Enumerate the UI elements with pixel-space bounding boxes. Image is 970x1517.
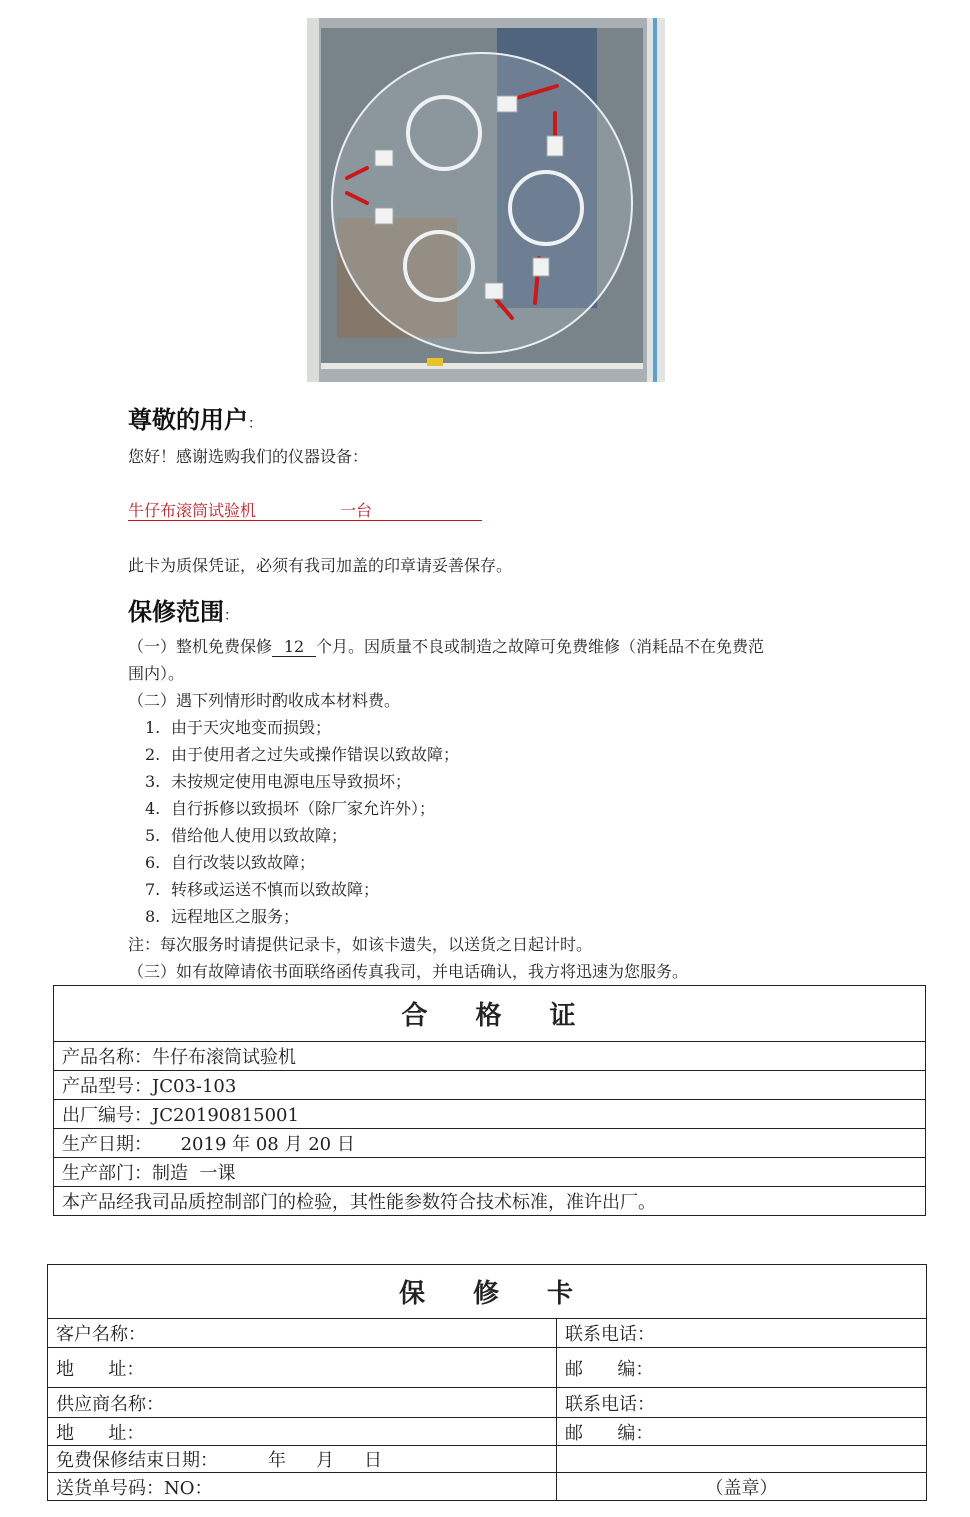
list-item: 4. 自行拆修以致损坏（除厂家允许外）； bbox=[145, 799, 436, 818]
list-item: 2. 由于使用者之过失或操作错误以致故障； bbox=[145, 745, 460, 764]
cert-department: 生产部门：制造 一课 bbox=[54, 1158, 926, 1187]
greeting-hello: 您好！感谢选购我们的仪器设备： bbox=[128, 447, 369, 466]
cert-product-model: 产品型号：JC03-103 bbox=[54, 1071, 926, 1100]
stamp-cell bbox=[557, 1473, 927, 1501]
contact-phone-field-1[interactable]: 联系电话： bbox=[557, 1319, 927, 1348]
scope-item-2: （二）遇下列情形时酌收成本材料费。 bbox=[128, 691, 401, 710]
postcode-field-1[interactable]: 邮 编： bbox=[557, 1348, 927, 1388]
scope-title: 保修范围： bbox=[128, 597, 238, 626]
cert-product-name: 产品名称：牛仔布滚筒试验机 bbox=[54, 1042, 926, 1071]
list-item: 3. 未按规定使用电源电压导致损坏； bbox=[145, 772, 412, 791]
address-field-1[interactable]: 地 址： bbox=[48, 1348, 557, 1388]
certificate-title: 合 格 证 bbox=[54, 986, 926, 1042]
list-item: 6. 自行改装以致故障； bbox=[145, 853, 316, 872]
scope-note: 注：每次服务时请提供记录卡，如该卡遗失，以送货之日起计时。 bbox=[128, 935, 593, 954]
product-photo bbox=[307, 18, 665, 382]
warranty-months: 12 bbox=[272, 638, 316, 657]
empty-cell bbox=[557, 1446, 927, 1473]
warranty-end-date-field[interactable]: 免费保修结束日期： 年 月 日 bbox=[48, 1446, 557, 1473]
postcode-field-2[interactable]: 邮 编： bbox=[557, 1418, 927, 1446]
jeans-tumble-tester-illustration bbox=[307, 18, 665, 382]
stamp-label: （盖章） bbox=[705, 1477, 778, 1499]
list-item: 8. 远程地区之服务； bbox=[145, 907, 300, 926]
cert-serial-no: 出厂编号：JC20190815001 bbox=[54, 1100, 926, 1129]
scope-item-3: （三）如有故障请依书面联络函传真我司，并电话确认，我方将迅速为您服务。 bbox=[128, 962, 689, 981]
product-underline bbox=[128, 520, 482, 521]
certificate-table bbox=[53, 985, 926, 1216]
customer-name-field[interactable]: 客户名称： bbox=[48, 1319, 557, 1348]
cert-statement: 本产品经我司品质控制部门的检验，其性能参数符合技术标准，准许出厂。 bbox=[54, 1187, 926, 1216]
list-item: 1. 由于天灾地变而损毁； bbox=[145, 718, 332, 737]
product-qty: 一台 bbox=[340, 501, 373, 520]
scope-item-1-cont: 围内）。 bbox=[128, 664, 185, 683]
cert-production-date: 生产日期： 2019 年 08 月 20 日 bbox=[54, 1129, 926, 1158]
list-item: 5. 借给他人使用以致故障； bbox=[145, 826, 348, 845]
supplier-name-field[interactable]: 供应商名称： bbox=[48, 1388, 557, 1418]
greeting-title: 尊敬的用户： bbox=[128, 405, 262, 434]
contact-phone-field-2[interactable]: 联系电话： bbox=[557, 1388, 927, 1418]
address-field-2[interactable]: 地 址： bbox=[48, 1418, 557, 1446]
scope-item-1: （一）整机免费保修 12 个月。因质量不良或制造之故障可免费维修（消耗品不在免费范 bbox=[128, 637, 765, 656]
delivery-number-field[interactable]: 送货单号码：NO： bbox=[48, 1473, 557, 1501]
warranty-card-title: 保 修 卡 bbox=[48, 1265, 927, 1319]
product-name: 牛仔布滚筒试验机 bbox=[128, 501, 257, 520]
card-note: 此卡为质保凭证，必须有我司加盖的印章请妥善保存。 bbox=[128, 556, 513, 575]
warranty-card-table bbox=[47, 1264, 927, 1501]
list-item: 7. 转移或运送不慎而以致故障； bbox=[145, 880, 380, 899]
